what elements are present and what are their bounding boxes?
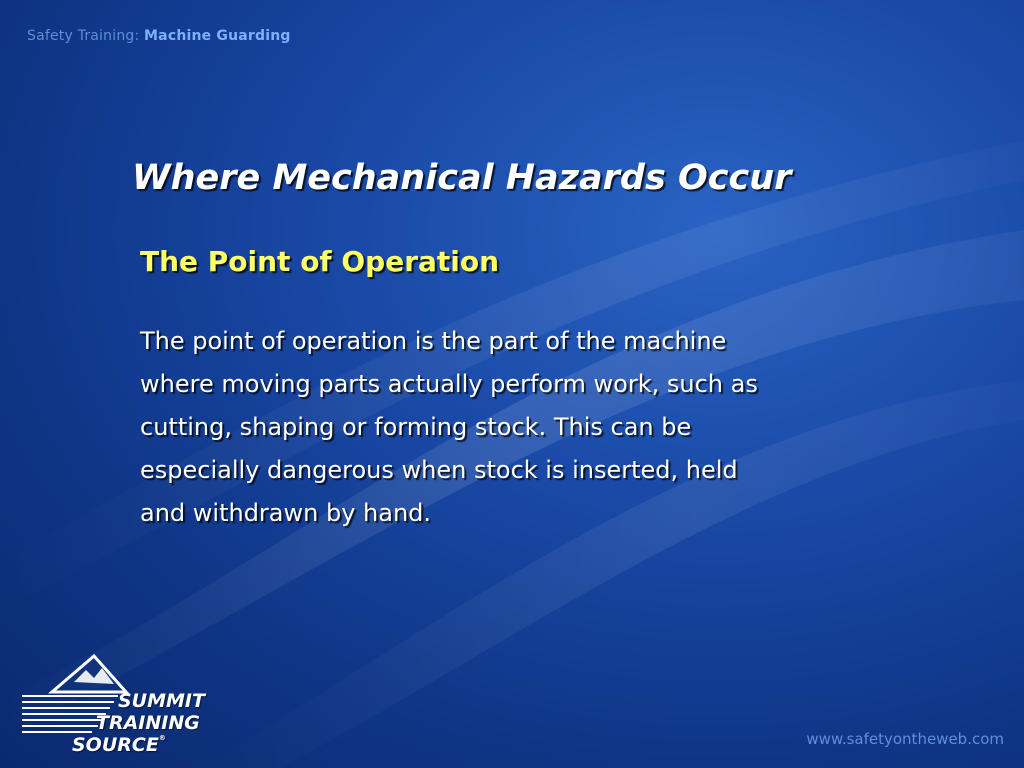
course-header	[27, 28, 291, 44]
trademark-mark: ®	[158, 734, 166, 742]
summit-training-source-logo	[22, 652, 222, 756]
logo-line-1: SUMMIT	[118, 690, 205, 712]
header-topic: Machine Guarding	[144, 28, 291, 44]
logo-line-2: TRAINING	[96, 712, 200, 734]
logo-line-3	[72, 734, 166, 756]
footer-url[interactable]: www.safetyontheweb.com	[806, 730, 1004, 748]
slide-title: Where Mechanical Hazards Occur	[132, 158, 792, 198]
logo-line-3-text: SOURCE	[72, 734, 159, 756]
slide-subtitle: The Point of Operation	[140, 245, 500, 278]
slide-body: The point of operation is the part of the machine where moving parts actually perform work, such as cutting, shaping or forming stock. This can be especially dangerous when stock is inserted, held and withdrawn by hand.	[140, 327, 758, 527]
header-prefix: Safety Training:	[27, 28, 140, 44]
